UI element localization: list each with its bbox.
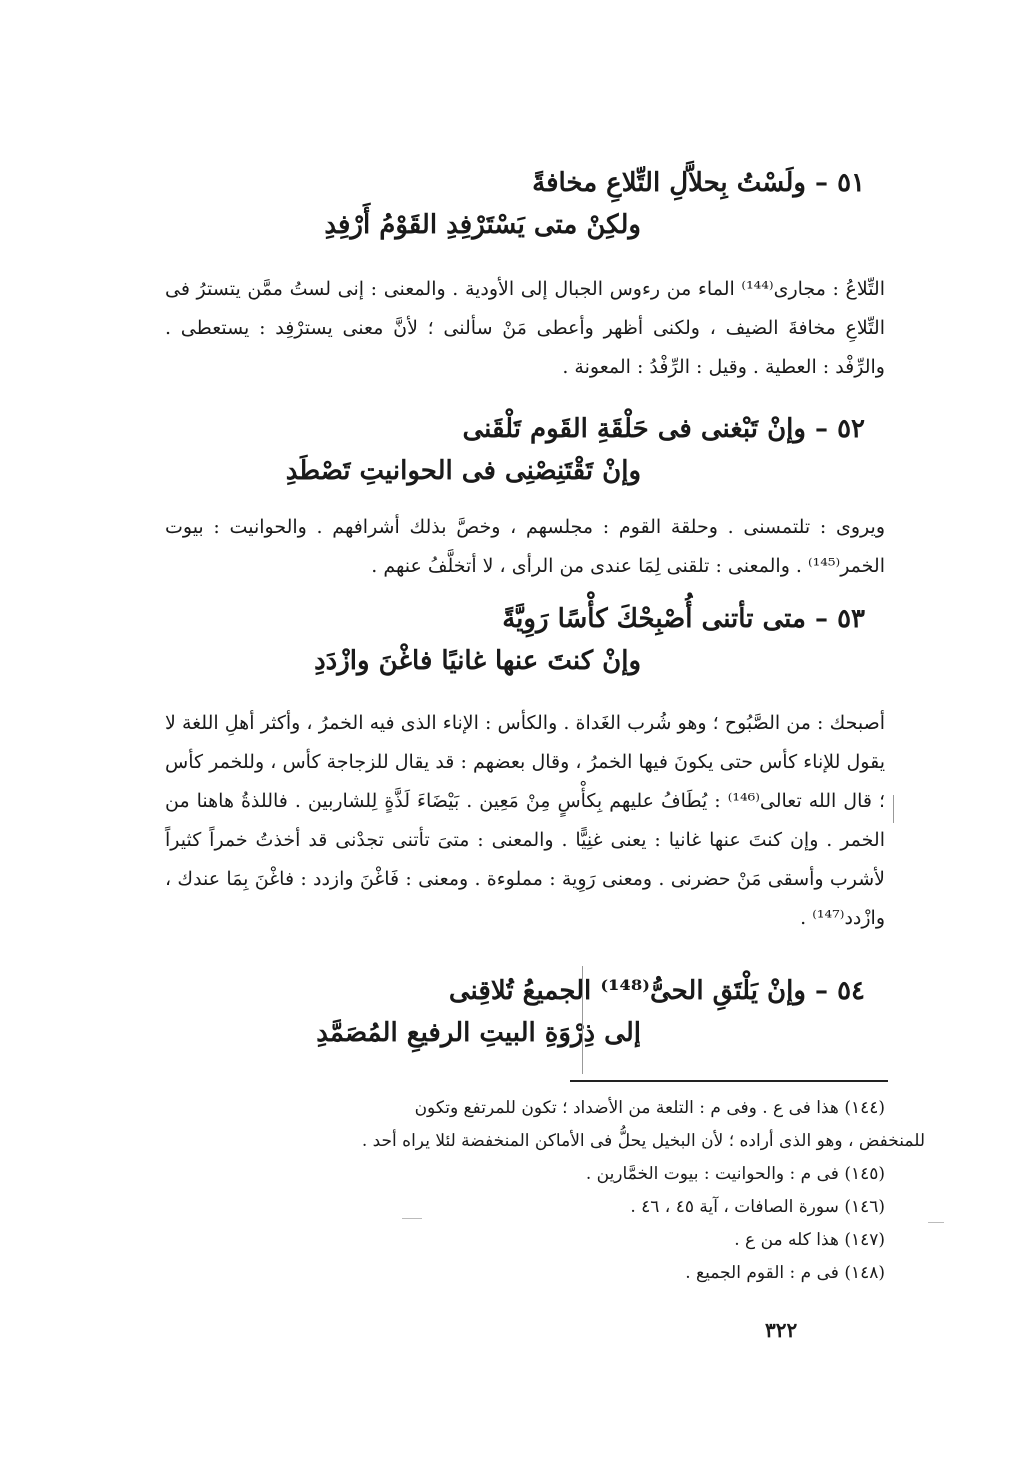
verse-54-line-1 <box>449 976 865 1006</box>
verse-53-line-1 <box>502 604 865 634</box>
verse-hemistich: ولكِنْ متى يَسْتَرْفِدِ القَوْمُ أَرْفِدِ <box>324 210 641 240</box>
footnote-text: هذا فى ع . وفى م : التلعة من الأضداد ؛ تكون للمرتفع وتكون <box>414 1098 839 1118</box>
verse-number: ٥١ – <box>815 168 865 198</box>
verse-51-line-2 <box>324 210 641 240</box>
commentary-verse-51 <box>165 270 885 387</box>
footnote-label: (١٤٦) <box>844 1197 885 1217</box>
verse-hemistich: إلى ذِرْوَةِ البيتِ الرفيعِ المُصَمَّدِ <box>316 1018 641 1048</box>
footnote-text: فى م : القوم الجميع . <box>685 1263 839 1283</box>
verse-hemistich: وإنْ تَقْتَنِصْنِى فى الحوانيتِ تَصْطَدِ <box>285 456 641 486</box>
footnotes <box>157 1092 925 1290</box>
verse-number: ٥٤ – <box>815 976 865 1006</box>
scan-artifact-line <box>893 795 894 823</box>
scan-artifact-dash <box>928 1222 944 1223</box>
footnote-145 <box>157 1158 885 1191</box>
footnote-label: (١٤٥) <box>844 1164 885 1184</box>
verse-number: ٥٣ – <box>815 604 865 634</box>
commentary-text: التِّلاعُ : مجارى⁽¹⁴⁴⁾ الماء من رءوس الجبال إلى الأودية . والمعنى : إنى لستُ ممَّن يتسترُ فى التِّلاعِ مخافةَ الضيف ، ولكنى أظهر وأعطى مَنْ سألنى ؛ لأنَّ معنى يسترْفِد : يستعطى . والرِّفْد : العطية . وقيل : الرِّفْدُ : المعونة . <box>165 278 885 378</box>
footnote-144 <box>157 1092 885 1125</box>
footnote-144-continuation <box>157 1125 925 1158</box>
footnote-text: هذا كله من ع . <box>734 1230 839 1250</box>
verse-hemistich: وإنْ تَبْغنى فى حَلْقَةِ القَوم تَلْقَنى <box>462 414 806 444</box>
commentary-verse-52 <box>165 508 885 586</box>
verse-hemistich: ولَسْتُ بِحلاَّلِ التِّلاعِ مخافةً <box>532 168 806 198</box>
verse-hemistich: وإنْ كنتَ عنها غانيًا فاغْنَ وازْدَدِ <box>314 646 641 676</box>
footnote-separator <box>570 1080 888 1082</box>
verse-51-line-1 <box>532 168 865 198</box>
verse-hemistich: وإنْ يَلْتَقِ الحىُّ⁽¹⁴⁸⁾ الجميعُ تُلاقِنى <box>448 976 806 1006</box>
footnote-146 <box>157 1191 885 1224</box>
page-number: ٣٢٢ <box>765 1318 798 1342</box>
footnote-text: للمنخفض ، وهو الذى أراده ؛ لأن البخيل يحلُّ فى الأماكن المنخفضة لئلا يراه أحد . <box>361 1131 925 1151</box>
footnote-text: سورة الصافات ، آية ٤٥ ، ٤٦ . <box>630 1197 839 1217</box>
footnote-148 <box>157 1257 885 1290</box>
commentary-text: أصبحك : من الصَّبُوح ؛ وهو شُرب الغَداة . والكأس : الإناء الذى فيه الخمرُ ، وأكثر أهلِ اللغة لا يقول للإناء كأس حتى يكونَ فيها الخمرُ ، وقال بعضهم : قد يقال للزجاجة كأس ، وللخمر كأس ؛ قال الله تعالى⁽¹⁴⁶⁾ : يُطَافُ عليهم بِكأْسٍ مِنْ مَعِين . بَيْضَاءَ لَذَّةٍ لِلشاربين . فاللذةُ هاهنا من الخمر . وإن كنتَ عنها غانيا : يعنى غنِيًّا . والمعنى : متىَ تأتنى تجدْنى قد أخذتُ خمراً كثيراً لأشرب وأسقى مَنْ حضرنى . ومعنى رَوِية : مملوءة . ومعنى : فَاغْنَ وازدد : فاغْنَ بِمَا عندك ، وازْدد⁽¹⁴⁷⁾ . <box>165 712 885 929</box>
footnote-label: (١٤٧) <box>844 1230 885 1250</box>
footnote-label: (١٤٤) <box>844 1098 885 1118</box>
commentary-verse-53 <box>165 704 885 938</box>
verse-52-line-1 <box>462 414 865 444</box>
verse-hemistich: متى تأتنى أُصْبِحْكَ كأْسًا رَوِيَّةً <box>502 604 806 634</box>
verse-53-line-2 <box>314 646 641 676</box>
footnote-147 <box>157 1224 885 1257</box>
verse-54-line-2 <box>316 1018 641 1048</box>
scan-artifact-line <box>582 966 583 1074</box>
commentary-text: ويروى : تلتمسنى . وحلقة القوم : مجلسهم ، وخصَّ بذلك أشرافهم . والحوانيت : بيوت الخمر⁽¹⁴⁵⁾ . والمعنى : تلقنى لِمَا عندى من الرأى ، لا أتخلَّفُ عنهم . <box>165 516 885 577</box>
footnote-label: (١٤٨) <box>844 1263 885 1283</box>
verse-number: ٥٢ – <box>815 414 865 444</box>
footnote-text: فى م : والحوانيت : بيوت الخمَّارين . <box>585 1164 839 1184</box>
verse-52-line-2 <box>286 456 641 486</box>
